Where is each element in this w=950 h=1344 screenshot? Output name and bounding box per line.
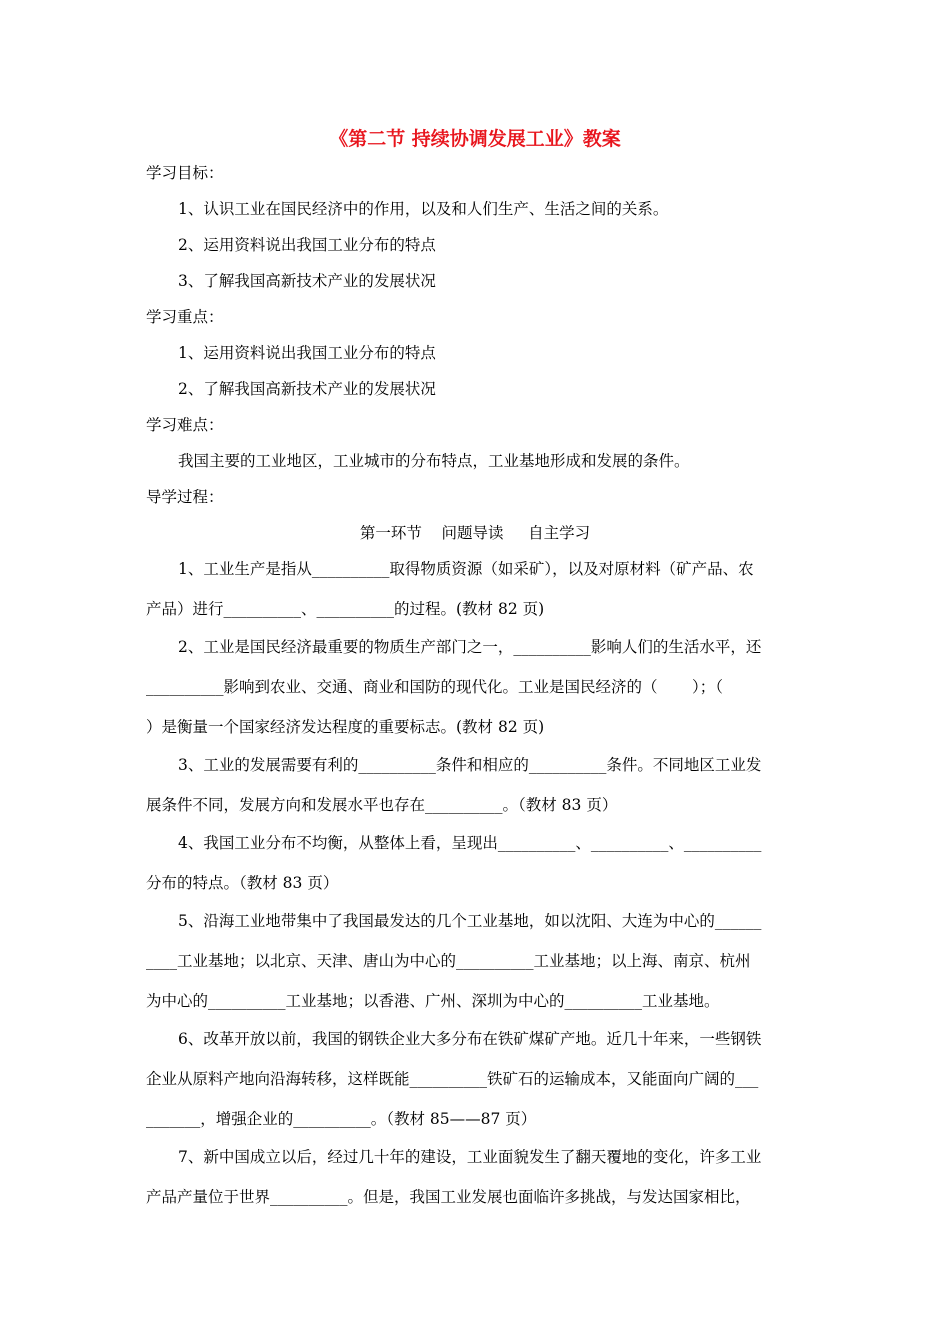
difficulties-text: 我国主要的工业地区，工业城市的分布特点，工业基地形成和发展的条件。 [178,452,690,470]
key-points-heading: 学习重点： [146,308,224,326]
document-title: 《第二节 持续协调发展工业》教案 [329,128,621,150]
exercise-line: 企业从原料产地向沿海转移，这样既能__________铁矿石的运输成本，又能面向广阔的___ [146,1070,759,1088]
section-title: 第一环节 问题导读 自主学习 [359,524,591,542]
difficulties-heading: 学习难点： [146,416,224,434]
exercise-line: 为中心的__________工业基地；以香港、广州、深圳为中心的__________工业基地。 [146,992,720,1010]
process-heading: 导学过程： [146,488,224,506]
objective-item: 2、运用资料说出我国工业分布的特点 [178,236,436,254]
exercise-line: 6、改革开放以前，我国的钢铁企业大多分布在铁矿煤矿产地。近几十年来，一些钢铁 [178,1030,762,1048]
exercise-line: __________影响到农业、交通、商业和国防的现代化。工业是国民经济的（ ）；（ [146,678,723,696]
exercise-line: ）是衡量一个国家经济发达程度的重要标志。(教材 82 页) [146,718,545,736]
key-point-item: 2、了解我国高新技术产业的发展状况 [178,380,436,398]
exercise-line: ____工业基地；以北京、天津、唐山为中心的__________工业基地；以上海、南京、杭州 [146,952,751,970]
exercise-line: 产品）进行__________、__________的过程。(教材 82 页) [146,600,545,618]
objectives-heading: 学习目标： [146,164,224,182]
exercise-line: 3、工业的发展需要有利的__________条件和相应的__________条件。不同地区工业发 [178,756,762,774]
objective-item: 3、了解我国高新技术产业的发展状况 [178,272,436,290]
exercise-line: 1、工业生产是指从__________取得物质资源（如采矿），以及对原材料（矿产品、农 [178,560,754,578]
exercise-line: 2、工业是国民经济最重要的物质生产部门之一，__________影响人们的生活水平，还 [178,638,762,656]
objective-item: 1、认识工业在国民经济中的作用，以及和人们生产、生活之间的关系。 [178,200,669,218]
exercise-line: _______，增强企业的__________。（教材 85——87 页） [146,1110,537,1128]
exercise-line: 4、我国工业分布不均衡，从整体上看，呈现出__________、__________、__________ [178,834,762,852]
key-point-item: 1、运用资料说出我国工业分布的特点 [178,344,436,362]
exercise-line: 分布的特点。（教材 83 页） [146,874,339,892]
exercise-line: 7、新中国成立以后，经过几十年的建设，工业面貌发生了翻天覆地的变化，许多工业 [178,1148,762,1166]
exercise-line: 展条件不同，发展方向和发展水平也存在__________。（教材 83 页） [146,796,618,814]
exercise-line: 产品产量位于世界__________。但是，我国工业发展也面临许多挑战，与发达国家相比， [146,1188,751,1206]
exercise-line: 5、沿海工业地带集中了我国最发达的几个工业基地，如以沈阳、大连为中心的______ [178,912,762,930]
